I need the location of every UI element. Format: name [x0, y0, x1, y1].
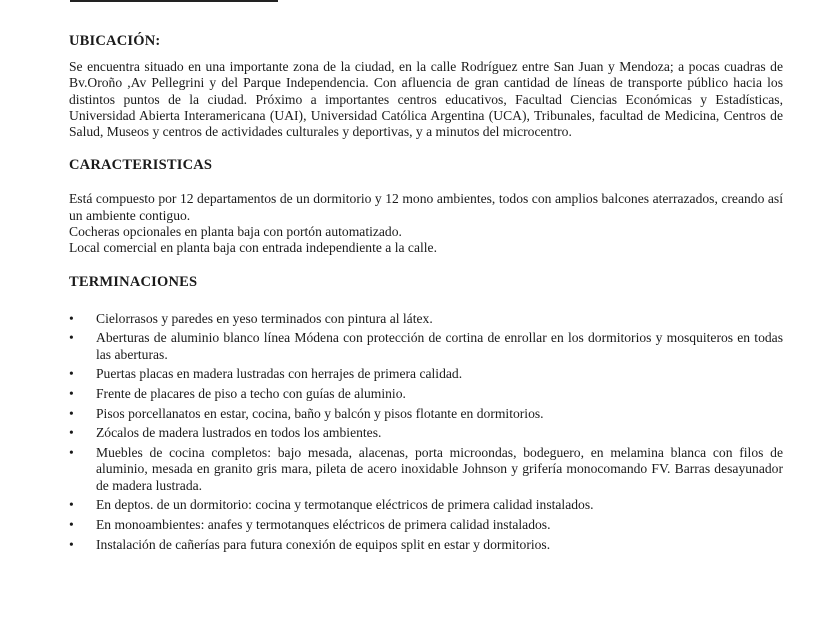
list-item [69, 497, 783, 513]
list-item-text: Instalación de cañerías para futura conexión de equipos split en estar y dormitorios. [96, 536, 551, 552]
bullet-icon: • [69, 425, 74, 441]
heading-ubicacion: UBICACIÓN: [69, 33, 161, 49]
top-rule [70, 0, 278, 2]
bullet-icon: • [69, 536, 74, 552]
list-item-text: Muebles de cocina completos: bajo mesada, alacenas, porta microondas, bodeguero, en melamina blanca con filos de aluminio, mesada en granito gris mara, pileta de acero inoxidable Johnson y grifería monocomando FV. Barras desayunador de madera lustrada. [96, 445, 783, 493]
bullet-icon: • [69, 517, 74, 533]
list-item [69, 386, 783, 402]
list-item [69, 311, 783, 327]
list-item-text: Zócalos de madera lustrados en todos los ambientes. [96, 425, 382, 441]
bullet-icon: • [69, 386, 74, 402]
list-item-text: Cielorrasos y paredes en yeso terminados con pintura al látex. [96, 310, 433, 326]
bullet-icon: • [69, 310, 74, 326]
caracteristicas-text-3: Local comercial en planta baja con entrada independiente a la calle. [69, 240, 437, 256]
list-item [69, 425, 783, 441]
list-item-text: Aberturas de aluminio blanco línea Módena con protección de cortina de enrollar en los dormitorios y mosquiteros en todas las aberturas. [96, 330, 783, 362]
document-page [69, 22, 783, 556]
list-item-text: Pisos porcellanatos en estar, cocina, baño y balcón y pisos flotante en dormitorios. [96, 405, 544, 421]
bullet-icon: • [69, 405, 74, 421]
list-item [69, 366, 783, 382]
list-item-text: Frente de placares de piso a techo con guías de aluminio. [96, 386, 406, 402]
terminaciones-list [69, 311, 783, 553]
ubicacion-text: Se encuentra situado en una importante zona de la ciudad, en la calle Rodríguez entre San Juan y Mendoza; a pocas cuadras de Bv.Oroño ,Av Pellegrini y del Parque Independencia. Con afluencia de gran cantidad de líneas de transporte público hacia los distintos puntos de la ciudad. Próximo a importantes centros educativos, Facultad Ciencias Económicas y Estadísticas, Universidad Abierta Interamericana (UAI), Universidad Católica Argentina (UCA), Tribunales, facultad de Medicina, Centros de Salud, Museos y centros de actividades culturales y deportivas, y a minutos del microcentro. [69, 59, 783, 140]
list-item-text: Puertas placas en madera lustradas con herrajes de primera calidad. [96, 366, 463, 382]
list-item-text: En deptos. de un dormitorio: cocina y termotanque eléctricos de primera calidad instalados. [96, 497, 594, 513]
caracteristicas-text-2: Cocheras opcionales en planta baja con portón automatizado. [69, 224, 402, 240]
list-item [69, 330, 783, 363]
caracteristicas-text-1: Está compuesto por 12 departamentos de un dormitorio y 12 mono ambientes, todos con amplios balcones aterrazados, creando así un ambiente contiguo. [69, 191, 783, 223]
bullet-icon: • [69, 330, 74, 346]
list-item [69, 445, 783, 494]
heading-caracteristicas: CARACTERISTICAS [69, 157, 213, 174]
bullet-icon: • [69, 445, 74, 461]
list-item [69, 537, 783, 553]
list-item [69, 517, 783, 533]
list-item [69, 406, 783, 422]
bullet-icon: • [69, 366, 74, 382]
bullet-icon: • [69, 497, 74, 513]
heading-terminaciones: TERMINACIONES [69, 273, 198, 290]
list-item-text: En monoambientes: anafes y termotanques eléctricos de primera calidad instalados. [96, 517, 551, 533]
